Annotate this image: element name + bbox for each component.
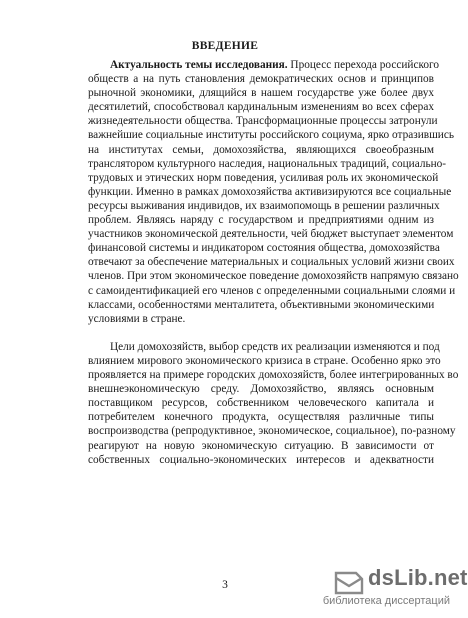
text-line: Цели домохозяйств, выбор средств их реализации изменяются и под xyxy=(110,340,440,353)
text-line: поставщиком ресурсов, собственником человеческого капитала и xyxy=(88,397,434,410)
text-line: обществ а на путь становления демократических основ и принципов xyxy=(88,73,434,85)
text-line: десятилетий, способствовал кардинальным изменениям во всех сферах xyxy=(88,101,434,114)
text-line: потребителем конечного продукта, осуществляя различные типы xyxy=(88,411,434,424)
text-line: трудовых и этических норм поведения, усиливая роль их экономической xyxy=(88,171,439,184)
text-line: с самоидентификацией его членов с определенными социальными слоями и xyxy=(88,284,456,297)
text-line: воспроизводства (репродуктивное, экономическое, социальное), по-разному xyxy=(88,425,456,438)
text-line: важнейшие социальные институты российского социума, ярко отразившись xyxy=(88,129,455,142)
text-line: на институтах семьи, домохозяйства, являющихся своеобразным xyxy=(88,143,434,156)
lead-bold-text: Актуальность темы исследования. xyxy=(110,59,288,71)
watermark xyxy=(310,565,468,615)
text-line: классами, особенностями менталитета, объективными экономическими xyxy=(88,298,435,311)
text-line: влиянием мирового экономического кризиса в стране. Особенно ярко это xyxy=(88,354,441,367)
page-number: 3 xyxy=(222,579,228,591)
text-line: финансовой системы и индикатором состояния общества, домохозяйства xyxy=(88,242,440,255)
text-line: функции. Именно в рамках домохозяйства активизируются все социальные xyxy=(88,185,452,198)
dslib-logo-icon xyxy=(332,569,366,595)
text-line: проявляется на примере городских домохозяйств, более интегрированных во xyxy=(88,369,459,381)
text-line: рыночной экономики, длящийся в нашем государстве уже более двух xyxy=(88,87,434,100)
text-line: реагируют на новую экономическую ситуацию. В зависимости от xyxy=(88,439,434,452)
text-line: ресурсы выживания индивидов, их взаимопомощь в решении различных xyxy=(88,199,440,212)
text-line: условиями в стране. xyxy=(88,312,186,325)
first-line xyxy=(110,58,440,72)
first-line-rest: Процесс перехода российского xyxy=(290,59,440,71)
text-line: транслятором культурного наследия, национальных традиций, социально- xyxy=(88,157,447,170)
text-line: участников экономической деятельности, чей бюджет выступает элементом xyxy=(88,228,454,241)
watermark-title: dsLib.net xyxy=(368,565,468,590)
text-line: отвечают за обеспечение материальных и социальных условий жизни своих xyxy=(88,256,455,269)
watermark-subtitle: библиотека диссертаций xyxy=(322,595,450,607)
text-line: членов. При этом экономическое поведение домохозяйств напрямую связано xyxy=(88,270,459,283)
text-line: жизнедеятельности общества. Трансформационные процессы затронули xyxy=(88,115,438,128)
page-title: ВВЕДЕНИЕ xyxy=(191,40,259,52)
text-line: проблем. Являясь наряду с государством и предприятиями одним из xyxy=(88,214,434,226)
text-line: собственных социально-экономических интересов и адекватности xyxy=(88,453,434,466)
text-line: внешнеэкономическую среду. Домохозяйство, являясь основным xyxy=(88,383,434,396)
